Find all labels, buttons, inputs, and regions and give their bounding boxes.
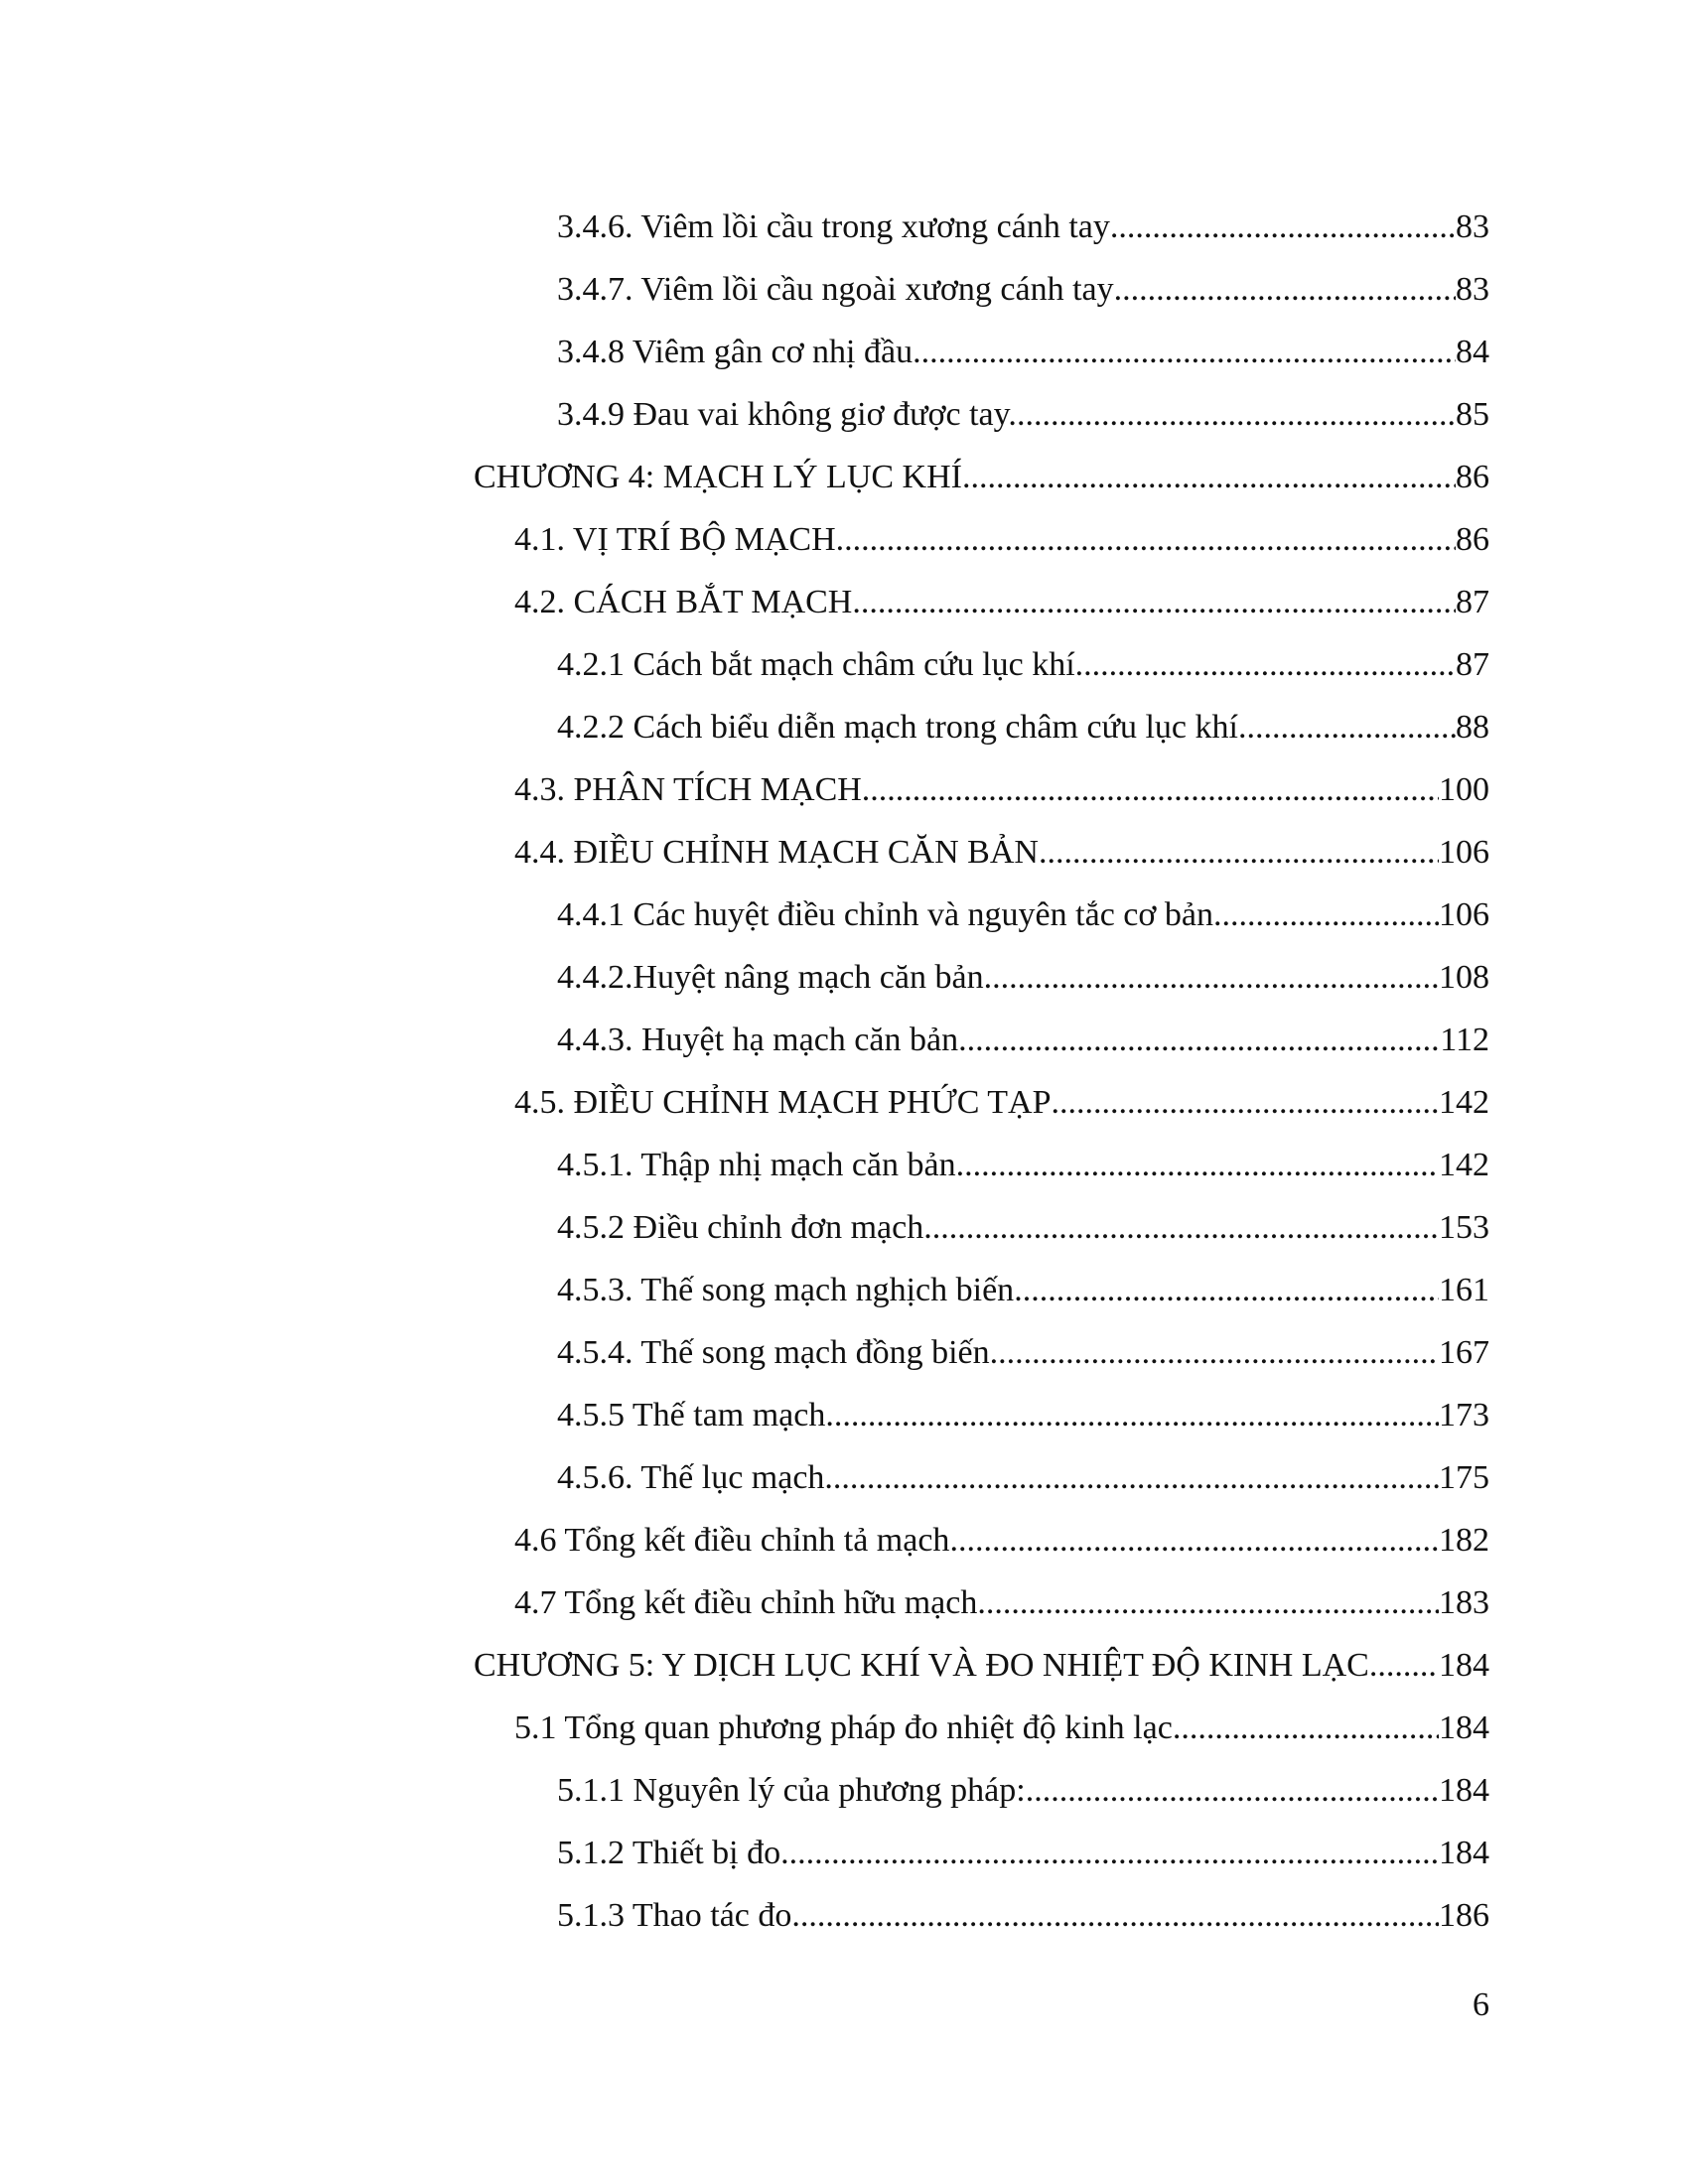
toc-chapter[interactable] (0, 458, 1688, 520)
toc-entry-page: 167 (1439, 1334, 1489, 1371)
toc-entry-title: 4.7 Tổng kết điều chỉnh hữu mạch (514, 1584, 978, 1621)
toc-entry-title: 4.5.4. Thế song mạch đồng biến (557, 1334, 990, 1371)
toc-entry-title: 4.4. ĐIỀU CHỈNH MẠCH CĂN BẢN (514, 834, 1039, 871)
toc-entry-page: 184 (1439, 1835, 1489, 1871)
toc-entry-page: 100 (1439, 771, 1489, 808)
toc-entry-title: 4.4.2.Huyệt nâng mạch căn bản (557, 959, 984, 996)
toc-entry-page: 182 (1439, 1522, 1489, 1559)
toc-entry-page: 88 (1456, 709, 1489, 746)
toc-entry-title: 5.1 Tổng quan phương pháp đo nhiệt độ kinh lạc (514, 1709, 1173, 1746)
toc-entry-page: 106 (1439, 834, 1489, 871)
toc-dot-leader (862, 770, 1439, 810)
toc-dot-leader (1017, 395, 1456, 435)
toc-entry-title: 5.1.3 Thao tác đo (557, 1897, 792, 1934)
toc-entry[interactable] (0, 395, 1688, 458)
toc-section[interactable] (0, 520, 1688, 583)
toc-dot-leader (1039, 833, 1439, 873)
toc-entry[interactable] (0, 958, 1688, 1021)
toc-entry[interactable] (0, 895, 1688, 958)
toc-dot-leader (852, 583, 1456, 622)
toc-entry-page: 142 (1439, 1084, 1489, 1121)
toc-dot-leader (958, 1021, 1440, 1060)
table-of-contents (0, 207, 1688, 1959)
toc-entry-page: 175 (1439, 1459, 1489, 1496)
toc-entry-page: 173 (1439, 1397, 1489, 1433)
toc-entry[interactable] (0, 333, 1688, 395)
toc-entry-page: 108 (1439, 959, 1489, 996)
toc-entry[interactable] (0, 1021, 1688, 1083)
toc-dot-leader (780, 1834, 1439, 1873)
toc-dot-leader (1369, 1646, 1439, 1686)
toc-entry-page: 183 (1439, 1584, 1489, 1621)
toc-entry-title: 3.4.8 Viêm gân cơ nhị đầu (557, 334, 914, 370)
toc-section[interactable] (0, 1521, 1688, 1583)
toc-entry-title: 5.1.1 Nguyên lý của phương pháp: (557, 1772, 1026, 1809)
toc-entry[interactable] (0, 645, 1688, 708)
toc-entry[interactable] (0, 1271, 1688, 1333)
toc-entry-title: 4.2.2 Cách biểu diễn mạch trong châm cứu lục khí (557, 709, 1238, 746)
toc-entry[interactable] (0, 207, 1688, 270)
toc-entry-page: 84 (1456, 334, 1489, 370)
toc-entry-page: 86 (1456, 521, 1489, 558)
toc-entry-title: CHƯƠNG 4: MẠCH LÝ LỤC KHÍ (474, 459, 962, 495)
toc-section[interactable] (0, 1708, 1688, 1771)
toc-dot-leader (913, 333, 1456, 372)
toc-entry-title: 4.6 Tổng kết điều chỉnh tả mạch (514, 1522, 950, 1559)
toc-dot-leader (956, 1146, 1439, 1185)
toc-dot-leader (949, 1521, 1439, 1561)
toc-entry-page: 184 (1439, 1772, 1489, 1809)
toc-dot-leader (836, 520, 1456, 560)
toc-dot-leader (1110, 207, 1456, 247)
toc-dot-leader (1026, 1771, 1439, 1811)
toc-dot-leader (1075, 645, 1456, 685)
toc-entry-page: 161 (1439, 1272, 1489, 1308)
toc-dot-leader (1173, 1708, 1439, 1748)
toc-entry-page: 184 (1439, 1647, 1489, 1684)
toc-dot-leader (984, 958, 1439, 998)
toc-entry-title: 4.5. ĐIỀU CHỈNH MẠCH PHỨC TẠP (514, 1084, 1052, 1121)
toc-entry-page: 83 (1456, 271, 1489, 308)
toc-dot-leader (1052, 1083, 1439, 1123)
toc-section[interactable] (0, 583, 1688, 645)
toc-entry-title: 4.5.6. Thế lục mạch (557, 1459, 825, 1496)
toc-entry[interactable] (0, 1333, 1688, 1396)
toc-entry-title: 4.2. CÁCH BẮT MẠCH (514, 584, 853, 620)
toc-entry-page: 186 (1439, 1897, 1489, 1934)
toc-entry[interactable] (0, 1396, 1688, 1458)
toc-entry-page: 85 (1456, 396, 1489, 433)
toc-entry-page: 142 (1439, 1147, 1489, 1183)
toc-entry-page: 184 (1439, 1709, 1489, 1746)
toc-section[interactable] (0, 770, 1688, 833)
toc-entry-page: 112 (1440, 1022, 1489, 1058)
toc-entry-title: 4.1. VỊ TRÍ BỘ MẠCH (514, 521, 836, 558)
toc-entry-page: 153 (1439, 1209, 1489, 1246)
toc-dot-leader (962, 458, 1456, 497)
toc-entry-title: 3.4.9 Đau vai không giơ được tay. (557, 396, 1017, 433)
toc-chapter[interactable] (0, 1646, 1688, 1708)
toc-entry-page: 87 (1456, 646, 1489, 683)
toc-entry[interactable] (0, 270, 1688, 333)
toc-dot-leader (923, 1208, 1439, 1248)
toc-entry-title: 3.4.7. Viêm lồi cầu ngoài xương cánh tay (557, 271, 1114, 308)
toc-entry-title: 4.3. PHÂN TÍCH MẠCH (514, 771, 862, 808)
toc-dot-leader (990, 1333, 1439, 1373)
toc-entry[interactable] (0, 1771, 1688, 1834)
toc-section[interactable] (0, 833, 1688, 895)
toc-entry-title: CHƯƠNG 5: Y DỊCH LỤC KHÍ VÀ ĐO NHIỆT ĐỘ KINH LẠC (474, 1647, 1369, 1684)
toc-entry[interactable] (0, 1146, 1688, 1208)
toc-entry-page: 106 (1439, 896, 1489, 933)
toc-entry-title: 4.4.3. Huyệt hạ mạch căn bản (557, 1022, 959, 1058)
toc-dot-leader (1238, 708, 1456, 748)
toc-entry-title: 4.5.3. Thế song mạch nghịch biến (557, 1272, 1015, 1308)
toc-entry[interactable] (0, 708, 1688, 770)
toc-dot-leader (1114, 270, 1456, 310)
toc-entry[interactable] (0, 1458, 1688, 1521)
toc-dot-leader (1014, 1271, 1439, 1310)
toc-entry-title: 4.5.2 Điều chỉnh đơn mạch (557, 1209, 924, 1246)
toc-entry-page: 83 (1456, 208, 1489, 245)
toc-entry-title: 4.5.1. Thập nhị mạch căn bản (557, 1147, 956, 1183)
toc-entry-title: 4.2.1 Cách bắt mạch châm cứu lục khí (557, 646, 1075, 683)
toc-entry-page: 86 (1456, 459, 1489, 495)
toc-dot-leader (824, 1458, 1439, 1498)
toc-dot-leader (977, 1583, 1439, 1623)
toc-entry-title: 4.5.5 Thế tam mạch (557, 1397, 826, 1433)
toc-section[interactable] (0, 1083, 1688, 1146)
toc-dot-leader (1213, 895, 1439, 935)
toc-entry[interactable] (0, 1896, 1688, 1959)
page-number: 6 (1473, 1986, 1489, 2023)
toc-entry-title: 4.4.1 Các huyệt điều chỉnh và nguyên tắc cơ bản (557, 896, 1213, 933)
toc-section[interactable] (0, 1583, 1688, 1646)
toc-entry-title: 5.1.2 Thiết bị đo (557, 1835, 781, 1871)
toc-dot-leader (791, 1896, 1439, 1936)
toc-entry[interactable] (0, 1834, 1688, 1896)
toc-entry-page: 87 (1456, 584, 1489, 620)
toc-dot-leader (825, 1396, 1439, 1435)
toc-entry-title: 3.4.6. Viêm lồi cầu trong xương cánh tay (557, 208, 1110, 245)
toc-entry[interactable] (0, 1208, 1688, 1271)
